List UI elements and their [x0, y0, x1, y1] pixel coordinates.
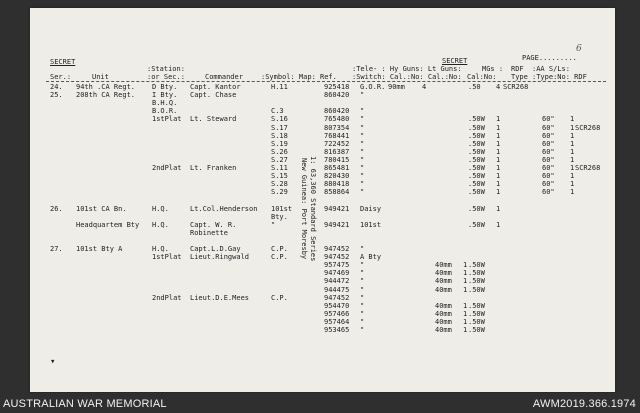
cell-mcal: .50W [468, 204, 485, 213]
cell-sym: S.17 [271, 123, 288, 132]
header-rule [46, 81, 606, 82]
col-mgs-header: MGs : [482, 65, 504, 73]
cell-sec: 1stPlat [152, 115, 182, 124]
cell-sec: H.Q. [152, 204, 169, 213]
cell-sw: A Bty [360, 253, 382, 262]
cell-mno: 1 [496, 131, 501, 140]
cell-unit: 94th .CA Regt. [76, 83, 136, 91]
cell-ardf: SCR268 [575, 123, 601, 132]
cell-ref: 780415 [324, 155, 350, 164]
cell-ref: 957464 [324, 317, 350, 326]
cell-ano: 1 [570, 131, 575, 140]
cell-sw: " [360, 301, 365, 310]
cell-ref: 944475 [324, 285, 350, 294]
cell-sw: " [360, 155, 365, 164]
cell-ref: 947452 [324, 245, 350, 253]
cell-sym: Bty. [271, 212, 288, 221]
cell-ser: 25. [50, 91, 63, 100]
cell-mcal: .50 [468, 83, 481, 91]
cell-mcal: .50W [468, 309, 485, 318]
cell-sym: S.29 [271, 188, 288, 197]
cell-cmdr: Lt.Col.Henderson [190, 204, 258, 213]
cell-cmdr: Lt. Steward [190, 115, 237, 124]
cell-ref: 925418 [324, 83, 350, 91]
cell-sym: S.28 [271, 180, 288, 189]
cell-sec: 2ndPlat [152, 293, 182, 302]
cell-sym: C.P. [271, 253, 288, 262]
cell-sec: B.O.R. [152, 107, 178, 116]
cell-mcal: .50W [468, 131, 485, 140]
cell-mno: 1 [496, 155, 501, 164]
cell-lcal: 40mm [435, 261, 452, 270]
cell-lcal: 40mm [435, 309, 452, 318]
col-orsec-header: :or Sec.: [147, 73, 185, 81]
cell-ser: 24. [50, 83, 63, 91]
col-rdf-header: RDF [511, 65, 524, 73]
cell-ref: 949421 [324, 220, 350, 229]
cell-ref: 954470 [324, 301, 350, 310]
cell-mcal: .50W [468, 220, 485, 229]
cell-atype: 60" [542, 164, 555, 172]
page-label: PAGE......... [522, 54, 577, 62]
cell-ref: 957475 [324, 261, 350, 270]
cell-ano: 1 [570, 172, 575, 181]
cell-sw: " [360, 269, 365, 278]
cell-ref: 953465 [324, 326, 350, 334]
cell-ano: 1 [570, 180, 575, 189]
cell-ref: 949421 [324, 204, 350, 213]
cell-cmdr: Robinette [190, 228, 228, 237]
cell-mno: 1 [496, 147, 501, 156]
cell-lno: 1 [463, 317, 468, 326]
cell-sw: " [360, 317, 365, 326]
cell-sec: 1stPlat [152, 253, 182, 262]
cell-sw: G.O.R. [360, 83, 386, 91]
cell-sym: C.P. [271, 293, 288, 302]
cell-sw: " [360, 164, 365, 172]
cell-sw: " [360, 261, 365, 270]
cell-sym: S.15 [271, 172, 288, 181]
cell-sec: H.Q. [152, 245, 169, 253]
cell-lcal: 40mm [435, 285, 452, 294]
cell-sym: H.11 [271, 83, 288, 91]
col-aa-header: :AA S/Ls: [532, 65, 570, 73]
cell-lcal: 40mm [435, 301, 452, 310]
cell-ref: 765480 [324, 115, 350, 124]
cell-ref: 768441 [324, 131, 350, 140]
cell-ref: 947452 [324, 293, 350, 302]
cell-cmdr: Capt. W. R. [190, 220, 237, 229]
cell-sw: " [360, 91, 365, 100]
cell-ref: 947452 [324, 253, 350, 262]
cell-ano: 1 [570, 147, 575, 156]
cell-ref: 860420 [324, 107, 350, 116]
cell-sec: I Bty. [152, 91, 178, 100]
cell-ref: 944472 [324, 277, 350, 286]
col-symbol-header: :Symbol: Map: Ref. [261, 73, 337, 81]
cell-sec: H.Q. [152, 220, 169, 229]
cell-sw: Daisy [360, 204, 382, 213]
col-tele-header: :Tele- : Hy Guns: Lt Guns: [352, 65, 462, 73]
cell-mno: 4 [496, 83, 501, 91]
cell-cmdr: Capt. Chase [190, 91, 237, 100]
cell-sym: S.26 [271, 147, 288, 156]
cell-ano: 1 [570, 188, 575, 197]
cell-ardf: SCR268 [575, 164, 601, 172]
secret-mark-left: SECRET [50, 58, 76, 66]
cell-sym: C.3 [271, 107, 284, 116]
cell-sym: S.27 [271, 155, 288, 164]
cell-lcal: 40mm [435, 317, 452, 326]
col-ser-header: Ser.: [50, 73, 72, 81]
cell-atype: 60" [542, 123, 555, 132]
cell-mno: 1 [496, 204, 501, 213]
bottom-mark: ▾ [50, 357, 56, 367]
cell-mcal: .50W [468, 188, 485, 197]
cell-ano: 1 [570, 155, 575, 164]
cell-sw: " [360, 123, 365, 132]
cell-sw: " [360, 180, 365, 189]
col-unit-header: Unit [92, 73, 109, 81]
cell-ano: 1 [570, 115, 575, 124]
cell-mcal: .50W [468, 147, 485, 156]
cell-atype: 60" [542, 131, 555, 140]
cell-mcal: .50W [468, 301, 485, 310]
cell-lno: 1 [463, 326, 468, 334]
cell-ref: 858864 [324, 188, 350, 197]
cell-ano: 1 [570, 123, 575, 132]
cell-ref: 807354 [324, 123, 350, 132]
cell-atype: 60" [542, 115, 555, 124]
cell-unit: 101st CA Bn. [76, 204, 127, 213]
page-number-handwritten: 6 [576, 44, 582, 54]
col-type-header: Type [511, 73, 528, 81]
cell-mno: 1 [496, 188, 501, 197]
archive-footer [0, 393, 640, 413]
cell-sw: " [360, 139, 365, 148]
cell-sw: " [360, 172, 365, 181]
cell-mcal: .50W [468, 261, 485, 270]
cell-lcal: 40mm [435, 277, 452, 286]
cell-cmdr: Capt. Kantor [190, 83, 241, 91]
cell-sw: " [360, 147, 365, 156]
cell-sec: 2ndPlat [152, 164, 182, 172]
cell-ref: 820430 [324, 172, 350, 181]
cell-atype: 60" [542, 147, 555, 156]
cell-unit: 101st Bty A [76, 245, 123, 253]
cell-sw: " [360, 188, 365, 197]
cell-mno: 1 [496, 115, 501, 124]
cell-sym: S.19 [271, 139, 288, 148]
cell-mcal: .50W [468, 277, 485, 286]
footer-institution: AUSTRALIAN WAR MEMORIAL [3, 398, 167, 410]
cell-lcal: 40mm [435, 269, 452, 278]
cell-rdf: SCR268 [503, 83, 529, 91]
map-ref-vertical-2: New Guinea: Port Moresby [300, 158, 308, 260]
cell-sw: " [360, 115, 365, 124]
cell-sw: " [360, 107, 365, 116]
cell-mcal: .50W [468, 269, 485, 278]
col-switch-header: :Switch: Cal.:No: Cal.:No: [352, 73, 462, 81]
cell-mno: 1 [496, 164, 501, 172]
col-commander-header: Commander [205, 73, 243, 81]
cell-mcal: .50W [468, 155, 485, 164]
cell-sec: B.H.Q. [152, 99, 178, 108]
cell-ref: 957466 [324, 309, 350, 318]
cell-sw: " [360, 245, 365, 253]
document-page [30, 8, 615, 392]
cell-sym: S.18 [271, 131, 288, 140]
cell-ref: 816387 [324, 147, 350, 156]
cell-ref: 722452 [324, 139, 350, 148]
cell-ano: 1 [570, 164, 575, 172]
cell-unit: 208th CA Regt. [76, 91, 136, 100]
cell-mcal: .50W [468, 180, 485, 189]
cell-sym: S.11 [271, 164, 288, 172]
cell-lno: 1 [463, 309, 468, 318]
cell-hcal: 90mm [388, 83, 405, 91]
cell-sw: " [360, 285, 365, 294]
cell-ser: 27. [50, 245, 63, 253]
cell-ano: 1 [570, 139, 575, 148]
cell-sw: 101st [360, 220, 382, 229]
col-calno-header: Cal:No: [467, 73, 497, 81]
cell-ref: 865481 [324, 164, 350, 172]
cell-sym: " [271, 220, 276, 229]
cell-lcal: 40mm [435, 326, 452, 334]
cell-mcal: .50W [468, 317, 485, 326]
cell-atype: 60" [542, 172, 555, 181]
cell-mcal: .50W [468, 285, 485, 294]
cell-sw: " [360, 326, 365, 334]
cell-cmdr: Lt. Franken [190, 164, 237, 172]
cell-sym: 101st [271, 204, 293, 213]
cell-atype: 60" [542, 155, 555, 164]
cell-cmdr: Lieut.D.E.Mees [190, 293, 250, 302]
cell-mno: 1 [496, 139, 501, 148]
cell-cmdr: Capt.L.D.Gay [190, 245, 241, 253]
cell-unit: Headquartem Bty [76, 220, 140, 229]
cell-sw: " [360, 309, 365, 318]
cell-atype: 60" [542, 139, 555, 148]
cell-lno: 1 [463, 269, 468, 278]
cell-mno: 1 [496, 180, 501, 189]
cell-sym: C.P. [271, 245, 288, 253]
cell-ref: 947469 [324, 269, 350, 278]
cell-mcal: .50W [468, 172, 485, 181]
cell-sw: " [360, 277, 365, 286]
cell-lno: 1 [463, 285, 468, 294]
cell-mcal: .50W [468, 139, 485, 148]
cell-sec: D Bty. [152, 83, 178, 91]
cell-mcal: .50W [468, 123, 485, 132]
cell-ref: 880418 [324, 180, 350, 189]
col-station-header: :Station: [147, 65, 185, 73]
cell-atype: 60" [542, 180, 555, 189]
cell-mno: 1 [496, 123, 501, 132]
cell-lno: 1 [463, 261, 468, 270]
cell-mcal: .50W [468, 326, 485, 334]
cell-mcal: .50W [468, 164, 485, 172]
cell-sym: S.16 [271, 115, 288, 124]
footer-accession-number: AWM2019.366.1974 [532, 398, 636, 410]
cell-sw: " [360, 293, 365, 302]
col-aatype-header: :Type:No: RDF [532, 73, 587, 81]
cell-mno: 1 [496, 172, 501, 181]
cell-cmdr: Lieut.Ringwald [190, 253, 250, 262]
cell-hno: 4 [422, 83, 427, 91]
cell-atype: 60" [542, 188, 555, 197]
cell-lno: 1 [463, 277, 468, 286]
cell-ref: 860420 [324, 91, 350, 100]
cell-ser: 26. [50, 204, 63, 213]
cell-mcal: .50W [468, 115, 485, 124]
map-ref-vertical-1: 1: 63,360 Standard Series [309, 156, 317, 262]
cell-sw: " [360, 131, 365, 140]
cell-lno: 1 [463, 301, 468, 310]
secret-mark-center: SECRET [442, 57, 468, 65]
cell-mno: 1 [496, 220, 501, 229]
